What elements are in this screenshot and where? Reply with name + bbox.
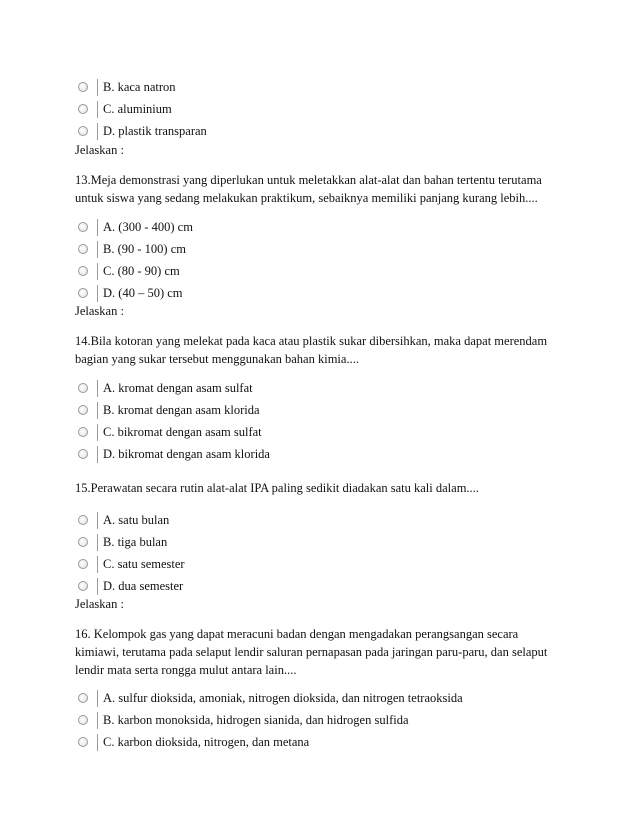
- separator: [97, 101, 98, 118]
- option-d-plastik[interactable]: [78, 121, 207, 141]
- question-16: [75, 625, 555, 679]
- q14-option-a[interactable]: [78, 378, 253, 398]
- option-label: A. (300 - 400) cm: [103, 219, 193, 234]
- separator: [97, 123, 98, 140]
- radio-button-icon[interactable]: [78, 449, 88, 459]
- q16-option-b[interactable]: [78, 710, 409, 730]
- q15-option-b[interactable]: [78, 532, 167, 552]
- q14-option-c[interactable]: [78, 422, 262, 442]
- separator: [97, 402, 98, 419]
- explain-label: Jelaskan :: [75, 304, 124, 318]
- question-line: lendir mata serta rongga mulut antara lain....: [75, 663, 297, 677]
- radio-button-icon[interactable]: [78, 82, 88, 92]
- separator: [97, 556, 98, 573]
- option-label: C. aluminium: [103, 101, 172, 116]
- separator: [97, 219, 98, 236]
- separator: [97, 79, 98, 96]
- q13-option-b[interactable]: [78, 239, 186, 259]
- option-b-kaca-natron[interactable]: [78, 77, 176, 97]
- q15-option-a[interactable]: [78, 510, 169, 530]
- radio-button-icon[interactable]: [78, 405, 88, 415]
- separator: [97, 446, 98, 463]
- question-13: [75, 171, 555, 207]
- option-label: B. kaca natron: [103, 79, 176, 94]
- option-label: C. bikromat dengan asam sulfat: [103, 424, 262, 439]
- separator: [97, 424, 98, 441]
- option-label: A. sulfur dioksida, amoniak, nitrogen dioksida, dan nitrogen tetraoksida: [103, 690, 463, 705]
- question-15: [75, 479, 555, 497]
- radio-button-icon[interactable]: [78, 427, 88, 437]
- option-label: C. karbon dioksida, nitrogen, dan metana: [103, 734, 310, 749]
- question-line: bagian yang sukar tersebut menggunakan bahan kimia....: [75, 352, 359, 366]
- radio-button-icon[interactable]: [78, 383, 88, 393]
- question-line: kimiawi, terutama pada selaput lendir saluran pernapasan pada jaringan paru-paru, dan selaput: [75, 645, 548, 659]
- radio-button-icon[interactable]: [78, 515, 88, 525]
- q14-option-d[interactable]: [78, 444, 270, 464]
- option-label: C. satu semester: [103, 556, 185, 571]
- radio-button-icon[interactable]: [78, 266, 88, 276]
- option-label: B. kromat dengan asam klorida: [103, 402, 260, 417]
- radio-button-icon[interactable]: [78, 737, 88, 747]
- option-label: D. plastik transparan: [103, 123, 207, 138]
- question-14: [75, 332, 555, 368]
- option-label: C. (80 - 90) cm: [103, 263, 180, 278]
- radio-button-icon[interactable]: [78, 126, 88, 136]
- q13-option-c[interactable]: [78, 261, 180, 281]
- option-label: B. (90 - 100) cm: [103, 241, 186, 256]
- option-label: D. (40 – 50) cm: [103, 285, 183, 300]
- q13-option-d[interactable]: [78, 283, 183, 303]
- question-line: untuk siswa yang sedang melakukan praktikum, sebaiknya memiliki panjang kurang lebih....: [75, 191, 538, 205]
- separator: [97, 512, 98, 529]
- question-line: 15.Perawatan secara rutin alat-alat IPA paling sedikit diadakan satu kali dalam....: [75, 481, 479, 495]
- radio-button-icon[interactable]: [78, 288, 88, 298]
- separator: [97, 712, 98, 729]
- q13-option-a[interactable]: [78, 217, 193, 237]
- radio-button-icon[interactable]: [78, 715, 88, 725]
- question-line: 16. Kelompok gas yang dapat meracuni badan dengan mengadakan perangsangan secara: [75, 627, 519, 641]
- separator: [97, 263, 98, 280]
- radio-button-icon[interactable]: [78, 693, 88, 703]
- separator: [97, 380, 98, 397]
- option-label: A. kromat dengan asam sulfat: [103, 380, 253, 395]
- question-line: 13.Meja demonstrasi yang diperlukan untuk meletakkan alat-alat dan bahan tertentu terutama: [75, 173, 542, 187]
- radio-button-icon[interactable]: [78, 581, 88, 591]
- option-label: B. karbon monoksida, hidrogen sianida, dan hidrogen sulfida: [103, 712, 409, 727]
- separator: [97, 534, 98, 551]
- radio-button-icon[interactable]: [78, 244, 88, 254]
- separator: [97, 578, 98, 595]
- radio-button-icon[interactable]: [78, 222, 88, 232]
- option-label: A. satu bulan: [103, 512, 170, 527]
- q15-option-c[interactable]: [78, 554, 185, 574]
- q16-option-c[interactable]: [78, 732, 309, 752]
- option-label: D. dua semester: [103, 578, 184, 593]
- separator: [97, 734, 98, 751]
- separator: [97, 241, 98, 258]
- radio-button-icon[interactable]: [78, 104, 88, 114]
- option-c-aluminium[interactable]: [78, 99, 172, 119]
- radio-button-icon[interactable]: [78, 559, 88, 569]
- option-label: B. tiga bulan: [103, 534, 168, 549]
- separator: [97, 285, 98, 302]
- q14-option-b[interactable]: [78, 400, 260, 420]
- radio-button-icon[interactable]: [78, 537, 88, 547]
- option-label: D. bikromat dengan asam klorida: [103, 446, 270, 461]
- explain-label: Jelaskan :: [75, 143, 124, 157]
- explain-label: Jelaskan :: [75, 597, 124, 611]
- q15-option-d[interactable]: [78, 576, 183, 596]
- q16-option-a[interactable]: [78, 688, 463, 708]
- question-line: 14.Bila kotoran yang melekat pada kaca atau plastik sukar dibersihkan, maka dapat merendam: [75, 334, 548, 348]
- separator: [97, 690, 98, 707]
